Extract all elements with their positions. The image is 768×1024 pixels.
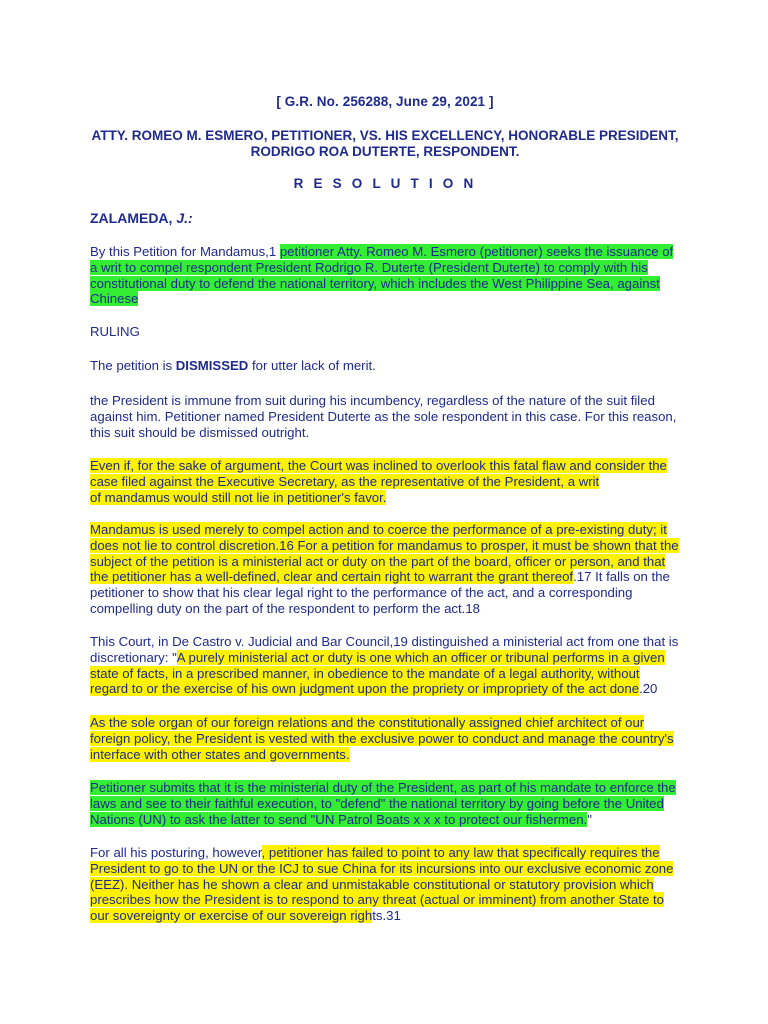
paragraph-immunity: the President is immune from suit during his incumbency, regardless of the nature of the suit filed against him. Petitioner named President Duterte as the sole respondent in this case. For this reason, this suit should be dismissed outright. (90, 393, 677, 440)
paragraph-petitioner-submits (90, 780, 680, 827)
paragraph-petition-lead: By this Petition for Mandamus,1 (90, 244, 280, 259)
case-number-heading: [ G.R. No. 256288, June 29, 2021 ] (276, 94, 494, 109)
highlight-yellow: A purely ministerial act or duty is one which an officer or tribunal performs in a given state of facts, in a prescribed manner, in obedience to the mandate of a legal authority, without regard to or the exercise of his own judgment upon the propriety or impropriety of the act done (90, 649, 665, 697)
case-parties-title (90, 128, 680, 160)
highlight-green: petitioner Atty. Romeo M. Esmero (petitioner) seeks the issuance of a writ to compel respondent President Rodrigo R. Duterte (President Duterte) to comply with his constitutional duty to defend the national territory, which includes the West Philippine Sea, against Chinese (90, 244, 674, 307)
paragraph-petitioner-submits-tail: " (587, 811, 592, 827)
paragraph-posturing-tail: ts.31 (372, 908, 401, 924)
paragraph-de-castro (90, 634, 680, 697)
highlight-yellow-line-2: case filed against the Executive Secretary, as the representative of the President, a writ (90, 473, 600, 489)
highlight-yellow: Mandamus is used merely to compel action and to coerce the performance of a pre-existing duty; it does not lie to control discretion.16 For a petition for mandamus to prosper, it must be shown that the subject of the petition is a ministerial act or duty on the part of the board, officer or person, and that the petitioner has a well-defined, clear and certain right to warrant the grant thereof (90, 522, 679, 585)
paragraph-executive-secretary (90, 458, 680, 505)
paragraph-mandamus-rest: .17 It falls on the petitioner to show that his clear legal right to the performance of the act, and a corresponding compelling duty on the part of the respondent to perform the act.18 (90, 569, 670, 616)
parties-line-2: RODRIGO ROA DUTERTE, RESPONDENT. (250, 144, 520, 159)
paragraph-dismissed (90, 358, 680, 374)
document-type-heading: R E S O L U T I O N (293, 176, 477, 191)
highlight-yellow: , petitioner has failed to point to any law that specifically requires the President to go to the UN or the ICJ to sue China for its incursions into our exclusive economic zone (EEZ). Neither has he shown a clear and unmistakable constitutional or statutory provision which prescribes how the President is to respond to any threat (actual or imminent) from another State to our sovereignty or exercise of our sovereign righ (90, 845, 674, 924)
paragraph-mandamus (90, 522, 680, 617)
highlight-yellow-line-3: of mandamus would still not lie in petitioner's favor. (90, 489, 387, 505)
paragraph-petition (90, 244, 680, 307)
highlight-green: Petitioner submits that it is the ministerial duty of the President, as part of his mandate to enforce the laws and see to their faithful execution, to "defend" the national territory by going before the United Nations (UN) to ask the latter to send "UN Patrol Boats x x x to protect our fishermen. (90, 780, 676, 827)
dismissed-term: DISMISSED (175, 358, 249, 373)
ruling-label: RULING (90, 324, 140, 339)
paragraph-posturing (90, 845, 680, 924)
ponente-heading (90, 210, 193, 226)
highlight-yellow-line-1: Even if, for the sake of argument, the Court was inclined to overlook this fatal flaw and consider the (90, 458, 667, 473)
ponente-name: ZALAMEDA, (90, 210, 177, 226)
paragraph-foreign-relations (90, 715, 680, 762)
ponente-title: J.: (176, 210, 193, 226)
paragraph-posturing-lead: For all his posturing, however (90, 845, 262, 860)
paragraph-dismissed-pre: The petition is (90, 358, 176, 373)
paragraph-de-castro-tail: .20 (639, 681, 658, 697)
paragraph-de-castro-lead: This Court, in De Castro v. Judicial and Bar Council,19 distinguished a ministerial act from one that is discretionary: " (90, 634, 679, 665)
parties-line-1: ATTY. ROMEO M. ESMERO, PETITIONER, VS. HIS EXCELLENCY, HONORABLE PRESIDENT, (91, 128, 679, 143)
paragraph-dismissed-post: for utter lack of merit. (248, 358, 376, 373)
highlight-yellow: As the sole organ of our foreign relations and the constitutionally assigned chief architect of our foreign policy, the President is vested with the exclusive power to conduct and manage the country's interface with other states and governments. (90, 715, 674, 762)
